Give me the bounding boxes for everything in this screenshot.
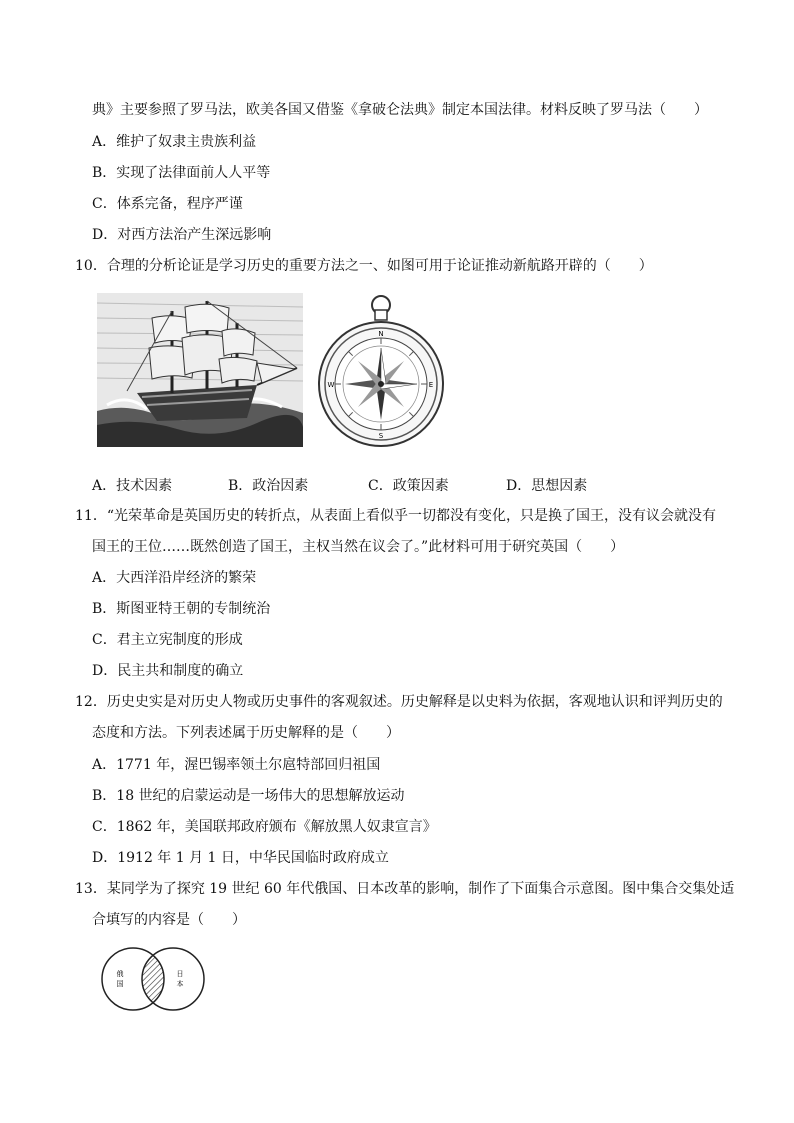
q10-option-a: A．技术因素	[92, 478, 173, 494]
q11-stem-line-1: 11．“光荣革命是英国历史的转折点，从表面上看似乎一切都没有变化，只是换了国王，没有议会就没有	[75, 508, 716, 524]
compass-letter-e: E	[428, 381, 434, 389]
q10-option-c: C．政策因素	[368, 478, 449, 494]
q12-stem-line-2: 态度和方法。下列表述属于历史解释的是（ ）	[92, 725, 400, 741]
q9-option-c: C．体系完备，程序严谨	[92, 196, 243, 212]
q10-options	[92, 475, 732, 495]
q13-stem-line-1: 13．某同学为了探究 19 世纪 60 年代俄国、日本改革的影响，制作了下面集合示意图。图中集合交集处适	[75, 881, 735, 897]
q13-stem-line-2: 合填写的内容是（ ）	[92, 912, 246, 928]
q12-stem-line-1: 12．历史史实是对历史人物或历史事件的客观叙述。历史解释是以史料为依据，客观地认识和评判历史的	[75, 694, 723, 710]
venn-right-label-1: 日	[176, 970, 184, 978]
q9-option-b: B．实现了法律面前人人平等	[92, 165, 271, 181]
venn-diagram	[98, 946, 208, 1012]
q11-option-b: B．斯图亚特王朝的专制统治	[92, 601, 271, 617]
venn-right-label-2: 本	[176, 980, 184, 988]
q10-option-d: D．思想因素	[506, 478, 588, 494]
q12-option-b: B．18 世纪的启蒙运动是一场伟大的思想解放运动	[92, 788, 405, 804]
sailing-ship-image	[97, 293, 303, 447]
q10-option-b: B．政治因素	[228, 478, 309, 494]
compass-letter-n: N	[378, 330, 384, 338]
q12-option-a: A．1771 年，渥巴锡率领土尔扈特部回归祖国	[92, 757, 381, 773]
q9-option-d: D．对西方法治产生深远影响	[92, 227, 272, 243]
q11-stem-line-2: 国王的王位……既然创造了国王，主权当然在议会了。”此材料可用于研究英国（ ）	[92, 539, 625, 555]
q10-stem: 10．合理的分析论证是学习历史的重要方法之一、如图可用于论证推动新航路开辟的（ ）	[75, 258, 653, 274]
compass-letter-w: W	[327, 381, 335, 389]
q11-option-d: D．民主共和制度的确立	[92, 663, 244, 679]
q9-option-a: A．维护了奴隶主贵族利益	[92, 134, 257, 150]
q11-option-c: C．君主立宪制度的形成	[92, 632, 243, 648]
venn-left-label-1: 俄	[116, 970, 124, 978]
q9-stem-continuation: 典》主要参照了罗马法，欧美各国又借鉴《拿破仑法典》制定本国法律。材料反映了罗马法（ ）	[92, 102, 708, 118]
venn-left-label-2: 国	[116, 980, 124, 988]
q12-option-d: D．1912 年 1 月 1 日，中华民国临时政府成立	[92, 850, 389, 866]
q12-option-c: C．1862 年，美国联邦政府颁布《解放黑人奴隶宣言》	[92, 819, 437, 835]
compass-image	[318, 294, 448, 448]
q11-option-a: A．大西洋沿岸经济的繁荣	[92, 570, 257, 586]
compass-letter-s: S	[378, 432, 384, 440]
